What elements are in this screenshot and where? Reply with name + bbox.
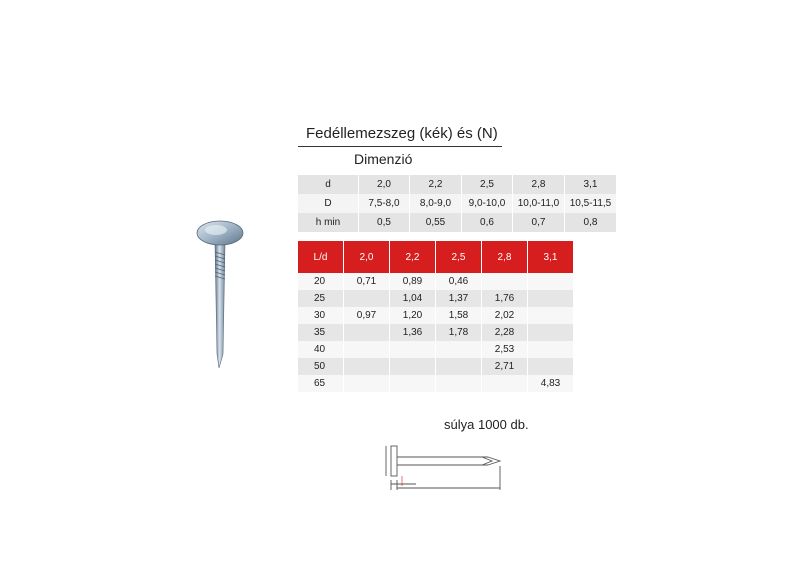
row-label: d [298, 175, 359, 194]
table-cell [390, 341, 436, 358]
table-cell [344, 324, 390, 341]
table-cell: 1,04 [390, 290, 436, 307]
table-cell: 1,36 [390, 324, 436, 341]
table-cell [344, 358, 390, 375]
table-cell: 10,5-11,5 [565, 194, 617, 213]
table-cell [344, 290, 390, 307]
column-header: 2,5 [436, 241, 482, 273]
table-row [298, 341, 574, 358]
table-cell: 9,0-10,0 [462, 194, 513, 213]
row-label: D [298, 194, 359, 213]
table-cell: 7,5-8,0 [359, 194, 410, 213]
table-cell: 0,89 [390, 273, 436, 290]
table-cell [436, 358, 482, 375]
table-cell: 0,55 [410, 213, 462, 232]
table-cell: 1,58 [436, 307, 482, 324]
table-cell: 8,0-9,0 [410, 194, 462, 213]
table-cell [528, 273, 574, 290]
table-cell: 0,71 [344, 273, 390, 290]
title-underline [298, 146, 502, 147]
table-cell [482, 273, 528, 290]
table-cell: 2,02 [482, 307, 528, 324]
table-cell: 4,83 [528, 375, 574, 392]
table-cell: 0,97 [344, 307, 390, 324]
table-cell: 2,28 [482, 324, 528, 341]
table-cell: 2,0 [359, 175, 410, 194]
table-cell: 0,6 [462, 213, 513, 232]
table-cell [528, 341, 574, 358]
table-row [298, 307, 574, 324]
section-subtitle: Dimenzió [354, 151, 413, 167]
table-cell [528, 358, 574, 375]
table-cell: 1,76 [482, 290, 528, 307]
row-label: h min [298, 213, 359, 232]
table-cell: 50 [298, 358, 344, 375]
table-cell: 2,2 [410, 175, 462, 194]
table-row [298, 213, 617, 232]
table-row [298, 290, 574, 307]
table-cell: 2,53 [482, 341, 528, 358]
page-title: Fedéllemezszeg (kék) és (N) [306, 125, 498, 142]
table-cell: 10,0-11,0 [513, 194, 565, 213]
table-cell: 0,7 [513, 213, 565, 232]
table-cell: 3,1 [565, 175, 617, 194]
table-cell [390, 375, 436, 392]
table-cell: 2,5 [462, 175, 513, 194]
table-cell [344, 375, 390, 392]
table-cell: 0,5 [359, 213, 410, 232]
table-cell: 0,46 [436, 273, 482, 290]
table-cell: 40 [298, 341, 344, 358]
nail-product-image [196, 218, 246, 370]
table-row [298, 358, 574, 375]
table-cell [528, 307, 574, 324]
nail-technical-drawing [378, 440, 524, 496]
table-cell: 1,37 [436, 290, 482, 307]
column-header: 2,2 [390, 241, 436, 273]
column-header: 2,0 [344, 241, 390, 273]
table-row [298, 375, 574, 392]
table-cell [436, 341, 482, 358]
column-header: 3,1 [528, 241, 574, 273]
table-cell: 2,8 [513, 175, 565, 194]
table-header-row [298, 241, 574, 273]
weight-table [297, 241, 573, 392]
weight-caption: súlya 1000 db. [444, 417, 529, 432]
table-cell: 1,20 [390, 307, 436, 324]
table-cell [436, 375, 482, 392]
table-cell [482, 375, 528, 392]
table-cell: 30 [298, 307, 344, 324]
table-cell [528, 290, 574, 307]
column-header: 2,8 [482, 241, 528, 273]
table-cell: 35 [298, 324, 344, 341]
table-cell [344, 341, 390, 358]
table-cell [390, 358, 436, 375]
table-cell: 65 [298, 375, 344, 392]
table-row [298, 194, 617, 213]
table-cell: 20 [298, 273, 344, 290]
table-cell: 2,71 [482, 358, 528, 375]
table-row [298, 273, 574, 290]
table-row [298, 324, 574, 341]
table-cell: 0,8 [565, 213, 617, 232]
table-row [298, 175, 617, 194]
column-header: L/d [298, 241, 344, 273]
table-cell: 1,78 [436, 324, 482, 341]
dimension-table [297, 175, 616, 232]
table-cell [528, 324, 574, 341]
table-cell: 25 [298, 290, 344, 307]
